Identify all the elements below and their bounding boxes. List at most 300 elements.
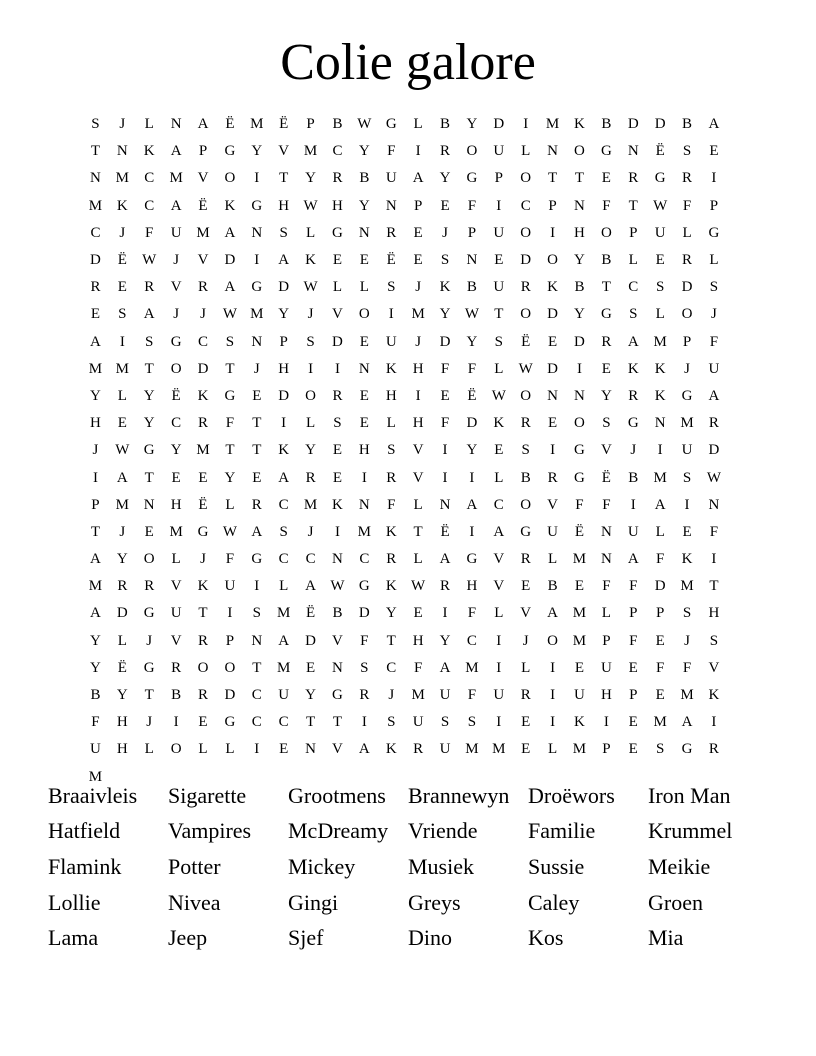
grid-cell: T (144, 687, 154, 704)
grid-cell: A (224, 279, 236, 296)
grid-cell: I (550, 687, 556, 704)
grid-cell: I (442, 442, 448, 459)
word-item: Vampires (168, 818, 252, 844)
grid-cell: V (170, 632, 182, 649)
grid-cell: B (628, 469, 639, 486)
grid-cell: Ë (198, 496, 208, 513)
grid-cell: A (90, 551, 101, 568)
grid-cell: E (332, 252, 343, 269)
word-item: Brannewyn (408, 782, 510, 808)
grid-cell: N (574, 197, 585, 214)
grid-cell: N (116, 143, 128, 160)
word-item: Sjef (288, 925, 324, 951)
grid-cell: M (680, 578, 694, 595)
grid-cell: L (413, 551, 423, 568)
grid-cell: A (439, 659, 451, 676)
grid-cell: Y (358, 143, 370, 160)
word-item: Lollie (48, 889, 101, 915)
grid-cell: J (415, 333, 422, 350)
grid-cell: H (358, 442, 370, 459)
grid-cell: W (222, 523, 237, 540)
word-item: Groen (648, 889, 703, 915)
grid-cell: D (278, 387, 290, 404)
grid-cell: R (520, 551, 531, 568)
grid-cell: Y (251, 143, 263, 160)
grid-cell: M (465, 741, 479, 758)
grid-cell: F (709, 333, 719, 350)
word-item: Vriende (408, 818, 478, 844)
grid-cell: M (492, 741, 506, 758)
grid-cell: L (117, 632, 127, 649)
grid-cell: P (198, 143, 208, 160)
grid-cell: W (330, 578, 345, 595)
grid-cell: V (412, 469, 424, 486)
grid-cell: R (117, 578, 128, 595)
grid-cell: B (574, 279, 585, 296)
grid-cell: S (494, 333, 503, 350)
grid-cell: O (305, 387, 316, 404)
grid-cell: E (601, 360, 611, 377)
grid-cell: T (709, 578, 719, 595)
grid-cell: B (682, 116, 693, 133)
grid-cell: A (143, 306, 155, 323)
grid-cell: L (144, 116, 154, 133)
grid-cell: G (224, 714, 236, 731)
grid-cell: Y (439, 632, 451, 649)
grid-cell: M (653, 469, 667, 486)
grid-cell: W (491, 387, 506, 404)
grid-cell: V (278, 143, 290, 160)
grid-cell: N (251, 333, 263, 350)
grid-cell: D (224, 687, 236, 704)
grid-cell: E (440, 197, 450, 214)
grid-cell: R (332, 170, 343, 187)
grid-cell: E (628, 714, 638, 731)
grid-cell: D (224, 252, 236, 269)
grid-cell: P (279, 333, 288, 350)
grid-cell: D (116, 605, 128, 622)
grid-cell: L (305, 415, 316, 432)
grid-cell: L (521, 659, 531, 676)
grid-cell: O (224, 659, 236, 676)
grid-cell: R (198, 415, 209, 432)
grid-cell: D (197, 360, 209, 377)
grid-cell: L (494, 360, 504, 377)
grid-cell: I (173, 714, 179, 731)
grid-cell: W (303, 279, 318, 296)
grid-cell: E (574, 659, 585, 676)
grid-cell: F (91, 714, 100, 731)
grid-cell: Y (574, 252, 585, 269)
grid-cell: Y (466, 116, 478, 133)
grid-cell: I (657, 442, 663, 459)
grid-cell: R (440, 143, 451, 160)
grid-cell: L (305, 224, 316, 241)
grid-cell: N (332, 659, 343, 676)
grid-cell: I (684, 496, 690, 513)
grid-cell: A (251, 523, 263, 540)
grid-cell: U (90, 741, 101, 758)
grid-cell: E (548, 333, 558, 350)
grid-cell: M (572, 605, 587, 622)
grid-cell: O (681, 306, 693, 323)
grid-cell: A (170, 197, 182, 214)
grid-cell: R (386, 469, 397, 486)
grid-cell: M (88, 360, 103, 377)
grid-cell: W (518, 360, 533, 377)
grid-cell: T (601, 279, 611, 296)
grid-cell: R (251, 496, 262, 513)
grid-cell: B (466, 279, 477, 296)
grid-cell: A (708, 387, 720, 404)
grid-cell: A (627, 333, 639, 350)
grid-cell: D (574, 333, 585, 350)
grid-cell: S (387, 279, 396, 296)
grid-cell: C (278, 551, 289, 568)
grid-cell: N (358, 496, 370, 513)
grid-cell: L (548, 741, 558, 758)
grid-cell: B (90, 687, 101, 704)
grid-cell: H (332, 197, 343, 214)
grid-cell: U (493, 143, 505, 160)
grid-cell: U (574, 687, 585, 704)
grid-cell: K (197, 578, 209, 595)
grid-cell: U (493, 224, 505, 241)
grid-cell: F (602, 496, 611, 513)
grid-cell: L (171, 551, 181, 568)
grid-cell: D (332, 333, 343, 350)
grid-cell: B (601, 116, 612, 133)
grid-cell: Ë (440, 523, 450, 540)
grid-cell: U (708, 360, 720, 377)
grid-cell: H (170, 496, 182, 513)
grid-cell: J (119, 116, 126, 133)
grid-cell: S (306, 333, 315, 350)
grid-cell: G (708, 224, 720, 241)
word-item: Gingi (288, 889, 339, 915)
grid-cell: I (254, 170, 260, 187)
grid-cell: S (709, 279, 719, 296)
grid-cell: N (358, 360, 370, 377)
grid-cell: J (200, 551, 206, 568)
grid-cell: E (171, 469, 181, 486)
grid-cell: V (197, 252, 209, 269)
grid-cell: H (116, 714, 128, 731)
grid-cell: E (709, 143, 719, 160)
grid-cell: M (88, 197, 103, 214)
grid-cell: L (117, 387, 127, 404)
word-item: Dino (408, 925, 452, 951)
grid-cell: M (680, 687, 694, 704)
grid-cell: B (601, 252, 612, 269)
grid-cell: T (279, 170, 289, 187)
grid-cell: E (521, 714, 531, 731)
grid-cell: K (385, 578, 397, 595)
grid-cell: H (412, 415, 424, 432)
grid-cell: T (252, 415, 262, 432)
grid-cell: E (413, 252, 423, 269)
grid-cell: I (119, 333, 125, 350)
grid-cell: R (305, 469, 316, 486)
grid-cell: Y (305, 170, 316, 187)
grid-cell: F (709, 523, 719, 540)
grid-cell: I (254, 252, 260, 269)
grid-cell: V (493, 551, 505, 568)
grid-cell: B (520, 469, 531, 486)
grid-cell: U (439, 741, 451, 758)
grid-cell: E (521, 741, 531, 758)
grid-cell: H (278, 197, 290, 214)
grid-cell: U (681, 442, 693, 459)
grid-cell: W (653, 197, 668, 214)
grid-cell: L (709, 252, 719, 269)
grid-cell: C (520, 197, 531, 214)
grid-cell: R (90, 279, 101, 296)
grid-cell: G (143, 659, 155, 676)
grid-cell: K (385, 741, 397, 758)
grid-cell: F (360, 632, 369, 649)
grid-cell: P (682, 333, 692, 350)
grid-cell: S (655, 741, 665, 758)
grid-cell: Y (90, 632, 101, 649)
grid-cell: H (90, 415, 101, 432)
grid-cell: L (494, 605, 504, 622)
grid-cell: L (521, 143, 531, 160)
grid-cell: O (197, 659, 209, 676)
grid-cell: G (224, 143, 236, 160)
grid-cell: M (115, 496, 129, 513)
grid-cell: U (412, 714, 424, 731)
word-item: McDreamy (288, 818, 389, 844)
grid-cell: H (708, 605, 720, 622)
grid-cell: O (520, 170, 532, 187)
grid-cell: A (224, 224, 236, 241)
grid-cell: I (388, 306, 394, 323)
grid-cell: P (548, 197, 557, 214)
grid-cell: M (680, 415, 694, 432)
grid-cell: G (385, 116, 397, 133)
grid-cell: A (305, 578, 316, 595)
grid-cell: F (629, 632, 638, 649)
grid-cell: N (170, 116, 182, 133)
grid-cell: G (143, 605, 155, 622)
grid-cell: F (413, 659, 423, 676)
grid-cell: V (332, 306, 343, 323)
grid-cell: Y (143, 415, 155, 432)
grid-cell: L (601, 605, 611, 622)
grid-cell: I (630, 496, 636, 513)
grid-cell: A (197, 116, 209, 133)
grid-cell: G (466, 551, 478, 568)
grid-cell: M (357, 523, 372, 540)
grid-cell: A (278, 252, 290, 269)
grid-cell: H (412, 360, 424, 377)
grid-cell: A (90, 605, 101, 622)
grid-cell: A (170, 143, 182, 160)
grid-cell: I (361, 469, 367, 486)
grid-cell: U (493, 687, 505, 704)
grid-cell: O (224, 170, 236, 187)
grid-cell: F (655, 551, 665, 568)
grid-cell: N (385, 197, 397, 214)
grid-cell: F (387, 143, 396, 160)
grid-cell: F (225, 551, 235, 568)
word-item: Hatfield (48, 818, 121, 844)
grid-cell: L (494, 469, 504, 486)
word-item: Potter (168, 853, 221, 879)
grid-cell: M (572, 551, 587, 568)
grid-cell: G (654, 170, 666, 187)
grid-cell: I (469, 469, 475, 486)
grid-cell: M (572, 741, 587, 758)
grid-cell: P (467, 224, 477, 241)
grid-cell: T (574, 170, 585, 187)
grid-cell: A (681, 714, 693, 731)
grid-cell: L (628, 252, 638, 269)
grid-cell: I (496, 714, 502, 731)
word-item: Jeep (168, 925, 208, 951)
grid-cell: D (547, 360, 558, 377)
grid-cell: E (494, 442, 504, 459)
grid-cell: J (173, 252, 180, 269)
grid-cell: M (115, 170, 129, 187)
grid-cell: J (92, 442, 99, 459)
grid-cell: I (523, 116, 529, 133)
grid-cell: V (332, 741, 343, 758)
grid-cell: E (601, 170, 611, 187)
grid-cell: C (90, 224, 101, 241)
grid-cell: G (600, 143, 612, 160)
word-item: Sigarette (168, 782, 247, 808)
grid-cell: Y (224, 469, 236, 486)
grid-cell: C (251, 714, 262, 731)
grid-cell: N (251, 224, 263, 241)
grid-cell: Y (90, 387, 101, 404)
grid-cell: Y (116, 551, 128, 568)
grid-cell: R (144, 279, 155, 296)
grid-cell: V (600, 442, 612, 459)
grid-cell: K (116, 197, 128, 214)
grid-cell: E (144, 523, 154, 540)
grid-cell: M (277, 659, 291, 676)
grid-cell: T (252, 442, 262, 459)
grid-cell: Ë (279, 116, 289, 133)
grid-cell: V (520, 605, 532, 622)
grid-cell: O (466, 143, 478, 160)
grid-cell: L (386, 415, 396, 432)
grid-cell: W (142, 252, 157, 269)
grid-cell: T (548, 170, 558, 187)
grid-cell: T (305, 714, 316, 731)
grid-cell: N (143, 496, 155, 513)
grid-cell: O (574, 143, 585, 160)
grid-cell: Ë (117, 659, 127, 676)
grid-cell: E (494, 252, 504, 269)
grid-cell: M (169, 523, 183, 540)
grid-cell: I (334, 360, 340, 377)
grid-cell: A (708, 116, 720, 133)
page-title: Colie galore (280, 34, 536, 91)
grid-cell: E (117, 279, 127, 296)
grid-cell: K (385, 360, 397, 377)
grid-cell: A (466, 496, 478, 513)
grid-cell: Ë (655, 143, 665, 160)
grid-cell: L (655, 306, 665, 323)
grid-cell: E (359, 387, 369, 404)
grid-cell: I (254, 741, 260, 758)
word-item: Iron Man (648, 782, 731, 808)
grid-cell: K (627, 360, 639, 377)
grid-cell: K (574, 714, 585, 731)
grid-cell: A (627, 551, 639, 568)
grid-cell: A (412, 170, 424, 187)
grid-cell: C (278, 714, 289, 731)
grid-cell: H (278, 360, 290, 377)
grid-cell: F (225, 415, 235, 432)
grid-cell: C (466, 632, 477, 649)
grid-cell: S (602, 415, 611, 432)
grid-cell: I (361, 714, 367, 731)
grid-cell: C (198, 333, 209, 350)
grid-cell: T (144, 469, 154, 486)
grid-cell: N (358, 224, 370, 241)
grid-cell: G (251, 279, 263, 296)
grid-cell: I (281, 415, 287, 432)
grid-cell: M (545, 116, 560, 133)
grid-cell: I (227, 605, 233, 622)
grid-cell: E (252, 387, 262, 404)
grid-cell: Y (600, 387, 612, 404)
grid-cell: Y (143, 387, 155, 404)
grid-cell: K (332, 496, 343, 513)
grid-cell: P (91, 496, 100, 513)
grid-cell: S (225, 333, 235, 350)
grid-cell: G (332, 224, 343, 241)
grid-cell: F (440, 360, 450, 377)
grid-cell: N (251, 632, 263, 649)
grid-cell: N (547, 143, 558, 160)
grid-cell: R (440, 578, 451, 595)
grid-cell: L (413, 116, 423, 133)
grid-cell: J (442, 224, 448, 241)
grid-cell: C (144, 170, 155, 187)
grid-cell: E (628, 741, 638, 758)
grid-cell: U (547, 523, 558, 540)
grid-cell: U (385, 170, 397, 187)
word-item: Grootmens (288, 782, 386, 808)
grid-cell: G (681, 741, 693, 758)
grid-cell: F (575, 496, 584, 513)
grid-cell: E (655, 632, 665, 649)
grid-cell: I (550, 659, 556, 676)
grid-cell: J (253, 360, 260, 377)
grid-cell: V (547, 496, 558, 513)
grid-cell: F (467, 605, 477, 622)
grid-cell: J (173, 306, 180, 323)
grid-cell: E (413, 224, 423, 241)
grid-cell: T (225, 442, 235, 459)
word-item: Meikie (648, 853, 711, 879)
grid-cell: I (415, 387, 421, 404)
grid-cell: O (520, 496, 532, 513)
grid-cell: L (359, 279, 369, 296)
grid-cell: P (494, 170, 503, 187)
grid-cell: G (627, 415, 639, 432)
grid-cell: A (654, 496, 666, 513)
grid-cell: Ë (521, 333, 531, 350)
grid-cell: J (119, 224, 126, 241)
grid-cell: A (439, 551, 451, 568)
